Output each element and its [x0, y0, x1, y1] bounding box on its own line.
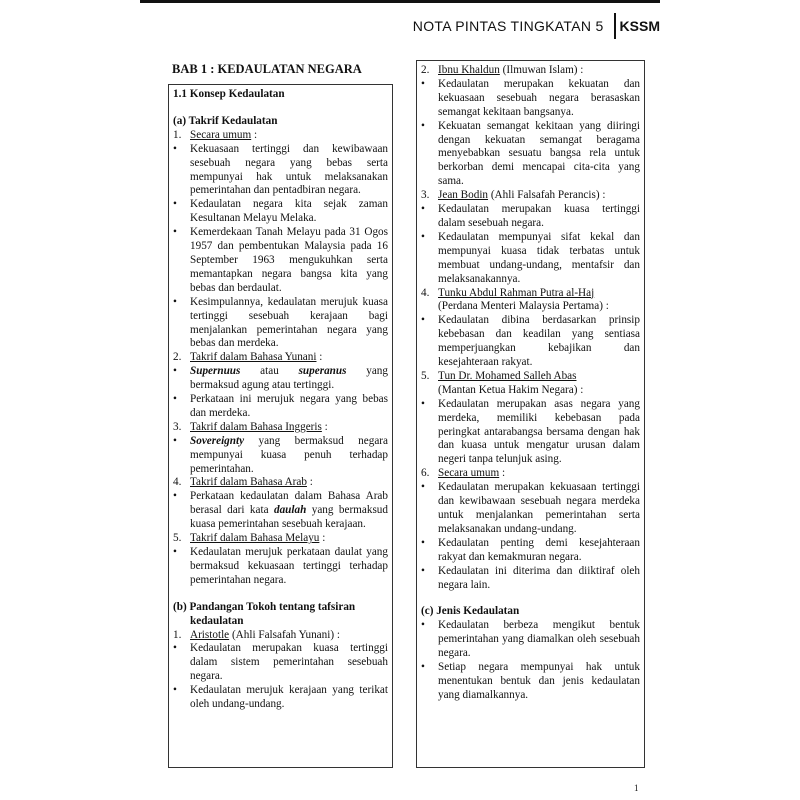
- numbered-item: 1. Secara umum :: [173, 128, 258, 141]
- bullet-item: • Sovereignty yang bermaksud negara mempunyai kuasa penuh terhadap pemerintahan.: [173, 434, 388, 475]
- page-number: 1: [634, 783, 639, 793]
- bullet-item: • Kedaulatan ini diterima dan diiktiraf oleh negara lain.: [421, 564, 640, 591]
- bullet-item: • Kesimpulannya, kedaulatan merujuk kuasa tertinggi sesebuah kerajaan bagi menjalankan pemerintahan negara yang bebas dan merdeka.: [173, 295, 388, 350]
- numbered-item: 5. Tun Dr. Mohamed Salleh Abas: [421, 369, 577, 382]
- header-rule: [140, 0, 660, 3]
- bullet-item: • Kemerdekaan Tanah Melayu pada 31 Ogos 1957 dan pembentukan Malaysia pada 16 September 1963 mengukuhkan serta memantapkan negara bangsa kita yang bebas dan berdaulat.: [173, 226, 388, 294]
- header-title: NOTA PINTAS TINGKATAN 5: [412, 18, 604, 34]
- bullet-item: • Supernuus atau superanus yang bermaksud agung atau tertinggi.: [173, 365, 388, 392]
- bullet-item: • Kedaulatan merupakan kekuatan dan kekuasaan sesebuah negara berasaskan semangat kekitaan bangsanya.: [421, 77, 640, 118]
- subheading-b-cont: kedaulatan: [190, 614, 244, 627]
- right-column: [416, 60, 645, 768]
- numbered-item: 3. Jean Bodin (Ahli Falsafah Perancis) :: [421, 189, 606, 202]
- bullet-item: • Kedaulatan merujuk kerajaan yang terikat oleh undang-undang.: [173, 684, 388, 711]
- numbered-item: 5. Takrif dalam Bahasa Melayu :: [173, 532, 326, 545]
- numbered-item: 6. Secara umum :: [421, 467, 506, 480]
- header-badge: KSSM: [619, 18, 660, 34]
- numbered-item: 3. Takrif dalam Bahasa Inggeris :: [173, 420, 328, 433]
- numbered-item: 2. Ibnu Khaldun (Ilmuwan Islam) :: [421, 64, 584, 76]
- bullet-item: • Kedaulatan negara kita sejak zaman Kesultanan Melayu Melaka.: [173, 198, 388, 225]
- bullet-item: • Kedaulatan merupakan kekuasaan tertinggi dan kewibawaan sesebuah negara merdeka untuk menjalankan pemerintahan serta melaksanakan undang-undang.: [421, 481, 640, 535]
- bullet-item: • Kedaulatan merupakan asas negara yang merdeka, memiliki kebebasan pada peringkat antarabangsa bersama dengan hak dan kuasa untuk mengatur urusan dalam negeri tanpa telunjuk asing.: [421, 397, 640, 466]
- page-header: [413, 12, 660, 40]
- bullet-item: • Kedaulatan merupakan kuasa tertinggi dalam sistem pemerintahan sesebuah negara.: [173, 642, 388, 683]
- bullet-item: • Kedaulatan merujuk perkataan daulat yang bermaksud kekuasaan tertinggi terhadap pemerintahan negara.: [173, 546, 388, 586]
- chapter-title: BAB 1 : KEDAULATAN NEGARA: [172, 62, 362, 76]
- subheading-c: (c) Jenis Kedaulatan: [421, 605, 520, 618]
- numbered-item: 4. Tunku Abdul Rahman Putra al-Haj: [421, 286, 595, 299]
- bullet-item: • Kedaulatan mempunyai sifat kekal dan mempunyai kuasa tidak terbatas untuk membuat undang-undang, mentafsir dan melaksanakannya.: [421, 230, 640, 285]
- subheading-b: (b) Pandangan Tokoh tentang tafsiran: [173, 600, 356, 613]
- numbered-item: 2. Takrif dalam Bahasa Yunani :: [173, 351, 323, 364]
- bullet-item: • Perkataan kedaulatan dalam Bahasa Arab berasal dari kata daulah yang bermaksud kuasa pemerintahan sesebuah kerajaan.: [173, 490, 388, 531]
- numbered-item: 1. Aristotle (Ahli Falsafah Yunani) :: [173, 628, 340, 641]
- bullet-item: • Kedaulatan merupakan kuasa tertinggi dalam sesebuah negara.: [421, 203, 640, 229]
- numbered-item-cont: (Perdana Menteri Malaysia Pertama) :: [438, 300, 609, 313]
- left-column: [168, 84, 393, 768]
- header-divider: [614, 13, 616, 39]
- bullet-item: • Kekuasaan tertinggi dan kewibawaan sesebuah negara yang bebas serta mempunyai hak untuk melaksanakan pemerintahan dan pentadbiran negara.: [173, 142, 388, 197]
- subheading-a: (a) Takrif Kedaulatan: [173, 114, 278, 127]
- numbered-item-cont: (Mantan Ketua Hakim Negara) :: [438, 383, 584, 396]
- bullet-item: • Kekuatan semangat kekitaan yang diiringi dengan kekuatan semangat beragama menyebabkan sesuatu bangsa rela untuk berkorban demi mencapai cita-cita yang sama.: [421, 119, 640, 188]
- bullet-item: • Kedaulatan penting demi kesejahteraan rakyat dan kemakmuran negara.: [421, 536, 640, 563]
- bullet-item: • Kedaulatan berbeza mengikut bentuk pemerintahan yang diamalkan oleh sesebuah negara.: [421, 619, 640, 660]
- bullet-item: • Setiap negara mempunyai hak untuk menentukan bentuk dan jenis kedaulatan yang diamalkannya.: [421, 661, 640, 701]
- numbered-item: 4. Takrif dalam Bahasa Arab :: [173, 476, 313, 489]
- bullet-item: • Kedaulatan dibina berdasarkan prinsip kebebasan dan keadilan yang sentiasa memperjuangkan kebajikan dan kesejahteraan rakyat.: [421, 314, 640, 369]
- bullet-item: • Perkataan ini merujuk negara yang bebas dan merdeka.: [173, 393, 388, 419]
- section-heading: 1.1 Konsep Kedaulatan: [173, 88, 285, 100]
